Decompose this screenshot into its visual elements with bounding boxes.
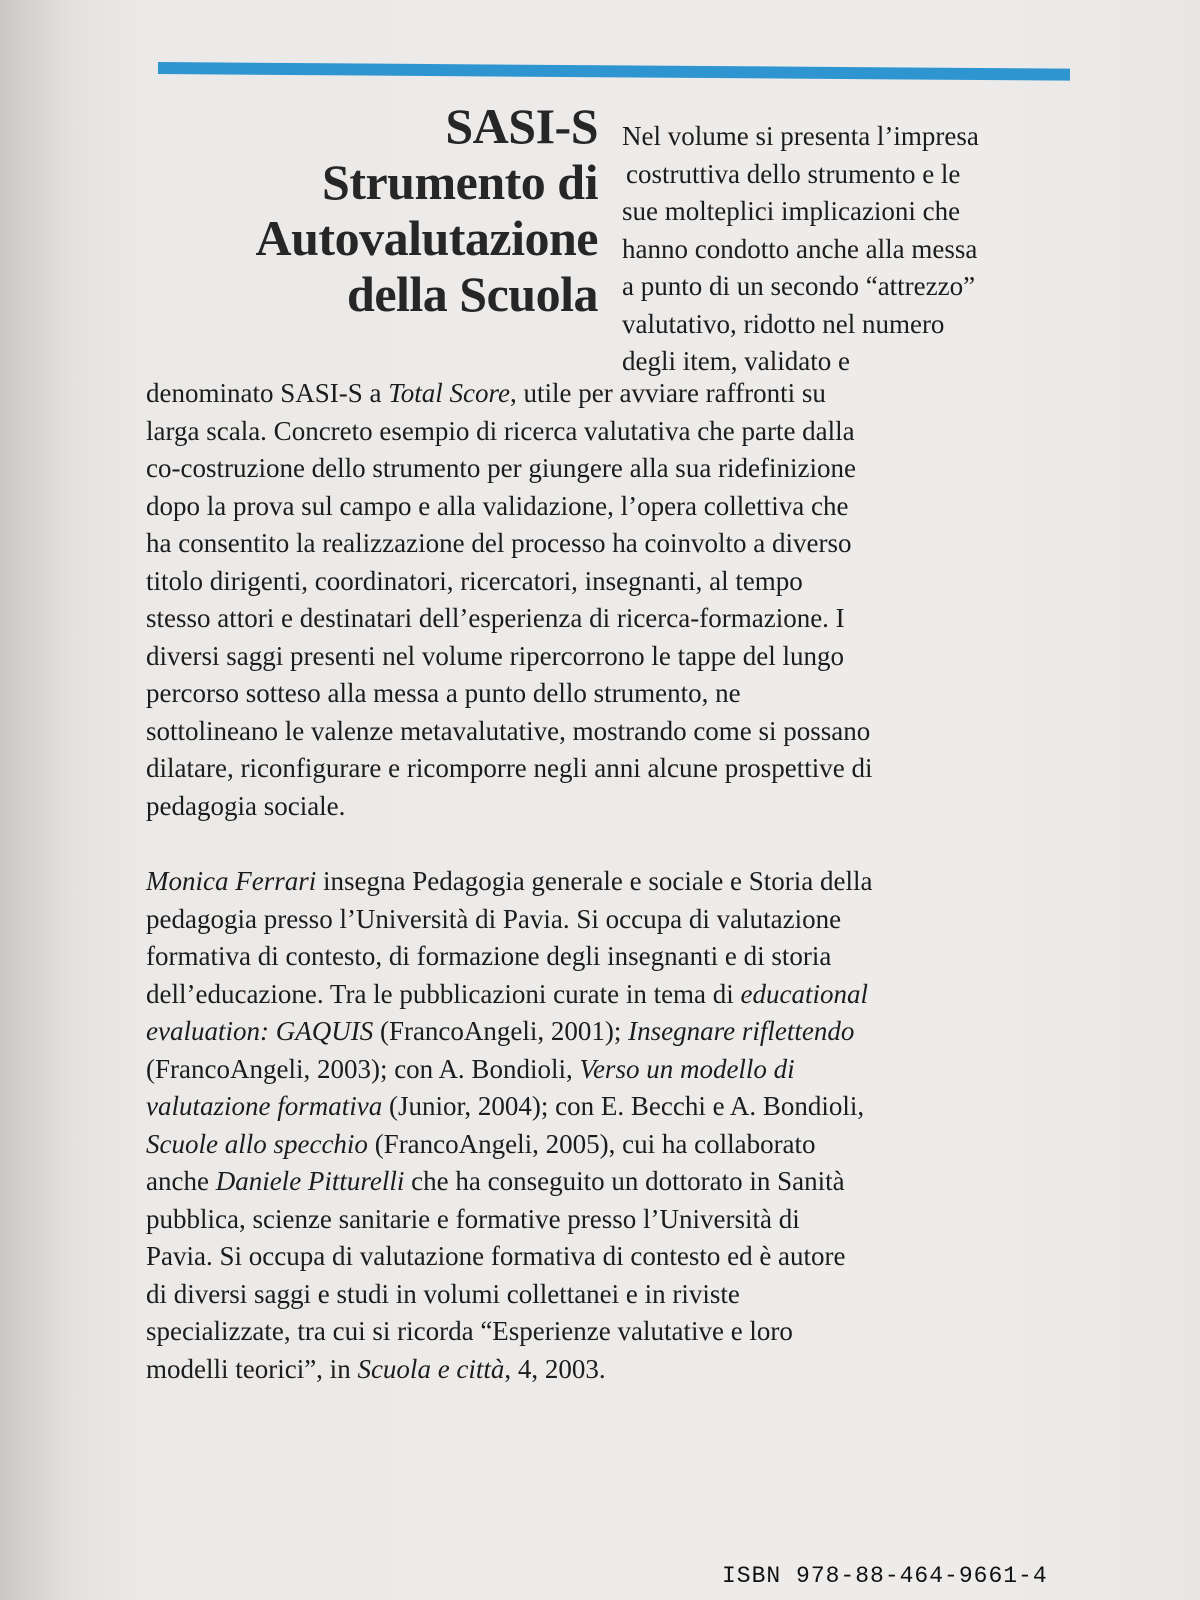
text-line: Nel volume si presenta l’impresa bbox=[622, 121, 979, 151]
text-line: anche Daniele Pitturelli che ha conseguito un dottorato in Sanità bbox=[146, 1166, 845, 1196]
blue-header-rule bbox=[158, 62, 1070, 81]
isbn-code: ISBN 978-88-464-9661-4 bbox=[722, 1563, 1048, 1589]
text-line: pedagogia presso l’Università di Pavia. Si occupa di valutazione bbox=[146, 903, 842, 934]
text-line: valutazione formativa (Junior, 2004); con E. Becchi e A. Bondioli, bbox=[146, 1091, 865, 1121]
italic-title: educational bbox=[740, 978, 869, 1009]
title-line: Autovalutazione bbox=[255, 210, 598, 266]
text-line: percorso sotteso alla messa a punto dello strumento, ne bbox=[146, 678, 741, 708]
text-line: sue molteplici implicazioni che bbox=[622, 196, 961, 226]
text-line: (FrancoAngeli, 2003); con A. Bondioli, Verso un modello di bbox=[146, 1053, 795, 1084]
text-line: specializzate, tra cui si ricorda “Esperienze valutative e loro bbox=[146, 1316, 793, 1346]
text-line: hanno condotto anche alla messa bbox=[622, 233, 978, 264]
author-name: Monica Ferrari bbox=[146, 866, 317, 896]
title-line: SASI-S bbox=[445, 98, 598, 154]
text-line: formativa di contesto, di formazione degli insegnanti e di storia bbox=[146, 941, 832, 971]
text-line: stesso attori e destinatari dell’esperienza di ricerca-formazione. I bbox=[146, 603, 845, 633]
text-line: co-costruzione dello strumento per giungere alla sua ridefinizione bbox=[146, 453, 856, 483]
title-line: Strumento di bbox=[322, 154, 598, 210]
italic-title: Insegnare riflettendo bbox=[628, 1016, 855, 1046]
text-line: valutativo, ridotto nel numero bbox=[622, 308, 945, 339]
text-line: degli item, validato e bbox=[622, 346, 850, 376]
text-line: ha consentito la realizzazione del processo ha coinvolto a diverso bbox=[146, 528, 852, 558]
italic-title: Verso un modello di bbox=[579, 1053, 795, 1084]
text-line: di diversi saggi e studi in volumi collettanei e in riviste bbox=[146, 1278, 740, 1309]
text-line: diversi saggi presenti nel volume ripercorrono le tappe del lungo bbox=[146, 640, 845, 671]
text-line: dell’educazione. Tra le pubblicazioni curate in tema di educational bbox=[146, 978, 869, 1009]
author-bio-paragraph bbox=[146, 863, 1086, 1388]
text-line: dopo la prova sul campo e alla validazione, l’opera collettiva che bbox=[146, 490, 849, 521]
italic-title: Scuola e città bbox=[357, 1353, 505, 1384]
italic-title: Scuole allo specchio bbox=[146, 1128, 368, 1159]
text-line: dilatare, riconfigurare e ricomporre negli anni alcune prospettive di bbox=[146, 753, 873, 783]
title-line: della Scuola bbox=[347, 266, 598, 322]
text-line: a punto di un secondo “attrezzo” bbox=[622, 271, 976, 301]
text-line: denominato SASI-S a Total Score, utile per avviare raffronti su bbox=[146, 378, 826, 408]
text-line: Pavia. Si occupa di valutazione formativa di contesto ed è autore bbox=[146, 1241, 846, 1271]
intro-paragraph bbox=[622, 118, 1102, 381]
text-line: costruttiva dello strumento e le bbox=[626, 158, 961, 189]
text-line: Monica Ferrari insegna Pedagogia generale e sociale e Storia della bbox=[146, 866, 873, 896]
text-line: modelli teorici”, in Scuola e città, 4, 2003. bbox=[146, 1353, 606, 1384]
book-title bbox=[120, 98, 598, 322]
text-line: titolo dirigenti, coordinatori, ricercatori, insegnanti, al tempo bbox=[146, 565, 803, 596]
text-line: Scuole allo specchio (FrancoAngeli, 2005), cui ha collaborato bbox=[146, 1128, 816, 1159]
italic-title: valutazione formativa bbox=[146, 1091, 383, 1121]
text-line: pedagogia sociale. bbox=[146, 790, 346, 821]
text-line: pubblica, scienze sanitarie e formative presso l’Università di bbox=[146, 1203, 800, 1234]
description-paragraph bbox=[146, 375, 1086, 825]
text-line: evaluation: GAQUIS (FrancoAngeli, 2001); Insegnare riflettendo bbox=[146, 1016, 855, 1046]
text-line: sottolineano le valenze metavalutative, mostrando come si possano bbox=[146, 715, 871, 746]
text-line: larga scala. Concreto esempio di ricerca valutativa che parte dalla bbox=[146, 415, 855, 446]
italic-term: Total Score bbox=[388, 378, 511, 408]
italic-title: evaluation: GAQUIS bbox=[146, 1016, 374, 1046]
author-name: Daniele Pitturelli bbox=[215, 1166, 405, 1196]
